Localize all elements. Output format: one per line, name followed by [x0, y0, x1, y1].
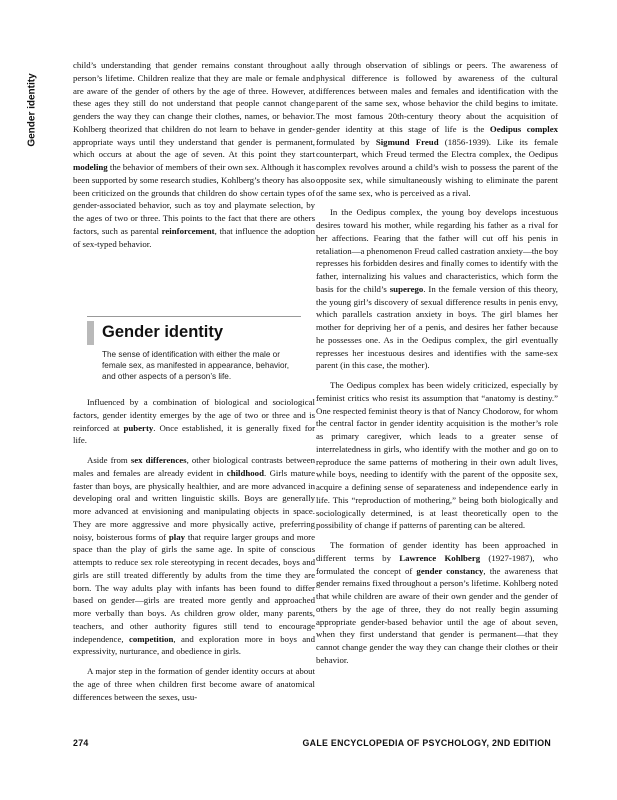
running-head-text: Gender identity	[26, 72, 38, 147]
entry-header-box	[87, 316, 301, 382]
entry-definition: The sense of identification with either the male or female sex, as manifested in appearance, behavior, and other aspects of a person’s life.	[102, 350, 290, 382]
paragraph: ally through observation of siblings or peers. The awareness of physical difference is followed by awareness of the cultural differences between males and females and identification with the parent of the same sex, whose behavior the child begins to imitate. The most famous 20th-century theory about the acquisition of gender identity at this stage of life is the Oedipus complex formulated by Sigmund Freud (1856-1939). Like its female counterpart, which Freud termed the Electra complex, the Oedipus complex revolves around a child’s wish to possess the parent of the opposite sex, while simultaneously wishing to eliminate the parent of the same sex, who is perceived as a rival.	[316, 60, 559, 198]
left-column-lower	[73, 396, 315, 703]
paragraph: Influenced by a combination of biological and sociological factors, gender identity emerges by the age of two or three and is reinforced at puberty. Once established, it is generally fixed for life.	[73, 397, 315, 446]
paragraph: Aside from sex differences, other biological contrasts between males and females are already evident in childhood. Girls mature faster than boys, are physically healthier, and are more advanced in developing oral and written linguistic skills. Boys are generally more advanced at envisioning and manipulating objects in space. They are more aggressive and more physically active, preferring noisy, boisterous forms of play that require larger groups and more space than the play of girls the same age. In spite of conscious attempts to reduce sex role stereotyping in recent decades, boys and girls are still treated differently by adults from the time they are born. The way adults play with infants has been found to differ based on gender—girls are treated more gently and approached more verbally than boys. As children grow older, many parents, teachers, and other authority figures still tend to encourage independence, competition, and exploration more in boys and expressivity, nurturance, and obedience in girls.	[73, 455, 316, 657]
paragraph: The Oedipus complex has been widely criticized, especially by feminist critics who resist its assumption that “anatomy is destiny.” One respected feminist theory is that of Nancy Chodorow, for whom the central factor in gender identity acquisition is the mother’s role as primary caregiver, which leads to a greater sense of interrelatedness in girls, who identify with the mother and go on to reproduce the same patterns of mothering in their own adult lives, while boys, needing to identify with the parent of the opposite sex, acquire a defining sense of separateness and independence early in life. This “reproduction of mothering,” being both biologically and sociologically determined, is at least theoretically open to the possibility of change if patterns of parenting can be altered.	[316, 380, 558, 531]
running-head	[25, 62, 39, 157]
box-accent-bar	[87, 321, 94, 345]
paragraph: A major step in the formation of gender identity occurs at about the age of three when children first become aware of anatomical differences between the sexes, usu-	[73, 666, 315, 702]
page-number: 274	[73, 738, 89, 748]
paragraph: child’s understanding that gender remains constant throughout a person’s lifetime. Children realize that they are male or female and are aware of the gender of others by the age of three. However, at these ages they still do not understand that people cannot change genders the way they can change their clothes, names, or behavior. Kohlberg theorized that children do not learn to behave in gender-appropriate ways until they understand that gender is permanent, which occurs at about the age of seven. At this point they start modeling the behavior of members of their own sex. Although it has been supported by some research studies, Kohlberg’s theory has also been criticized on the grounds that children do show certain types of gender-associated behavior, such as toy and playmate selection, by the ages of two or three. This points to the fact that there are others factors, such as parental reinforcement, that influence the adoption of sex-typed behavior.	[73, 60, 315, 249]
publication-title: GALE ENCYCLOPEDIA OF PSYCHOLOGY, 2ND EDITION	[302, 738, 551, 748]
box-top-rule	[87, 316, 301, 317]
paragraph: The formation of gender identity has been approached in different terms by Lawrence Kohlberg (1927-1987), who formulated the concept of gender constancy, the awareness that gender remains fixed throughout a person’s lifetime. Kohlberg noted that while children are aware of their own gender and the gender of others by the age of three, they do not really begin assuming appropriate gender-based behavior until the age of about seven, when they first understand that gender is permanent—that they cannot change gender the way they can change their clothes or their behavior.	[316, 540, 558, 665]
right-column	[316, 59, 558, 667]
paragraph: In the Oedipus complex, the young boy develops incestuous desires toward his mother, while regarding his father as a rival for her affections. Fearing that the father will cut off his penis in retaliation—a phenomenon Freud called castration anxiety—the boy represses his forbidden desires and finally comes to identify with the father, internalizing his values and characteristics, which form the basis for the child’s superego. In the female version of this theory, the young girl’s discovery of sexual difference results in penis envy, which parallels castration anxiety in boys. The girl blames her mother for depriving her of a penis, and desires her father because he possesses one. As in the Oedipus complex, the girl eventually represses her incestuous desires and identifies with the same-sex parent (in this case, the mother).	[316, 207, 558, 371]
left-column	[73, 59, 315, 250]
entry-title: Gender identity	[102, 323, 224, 341]
